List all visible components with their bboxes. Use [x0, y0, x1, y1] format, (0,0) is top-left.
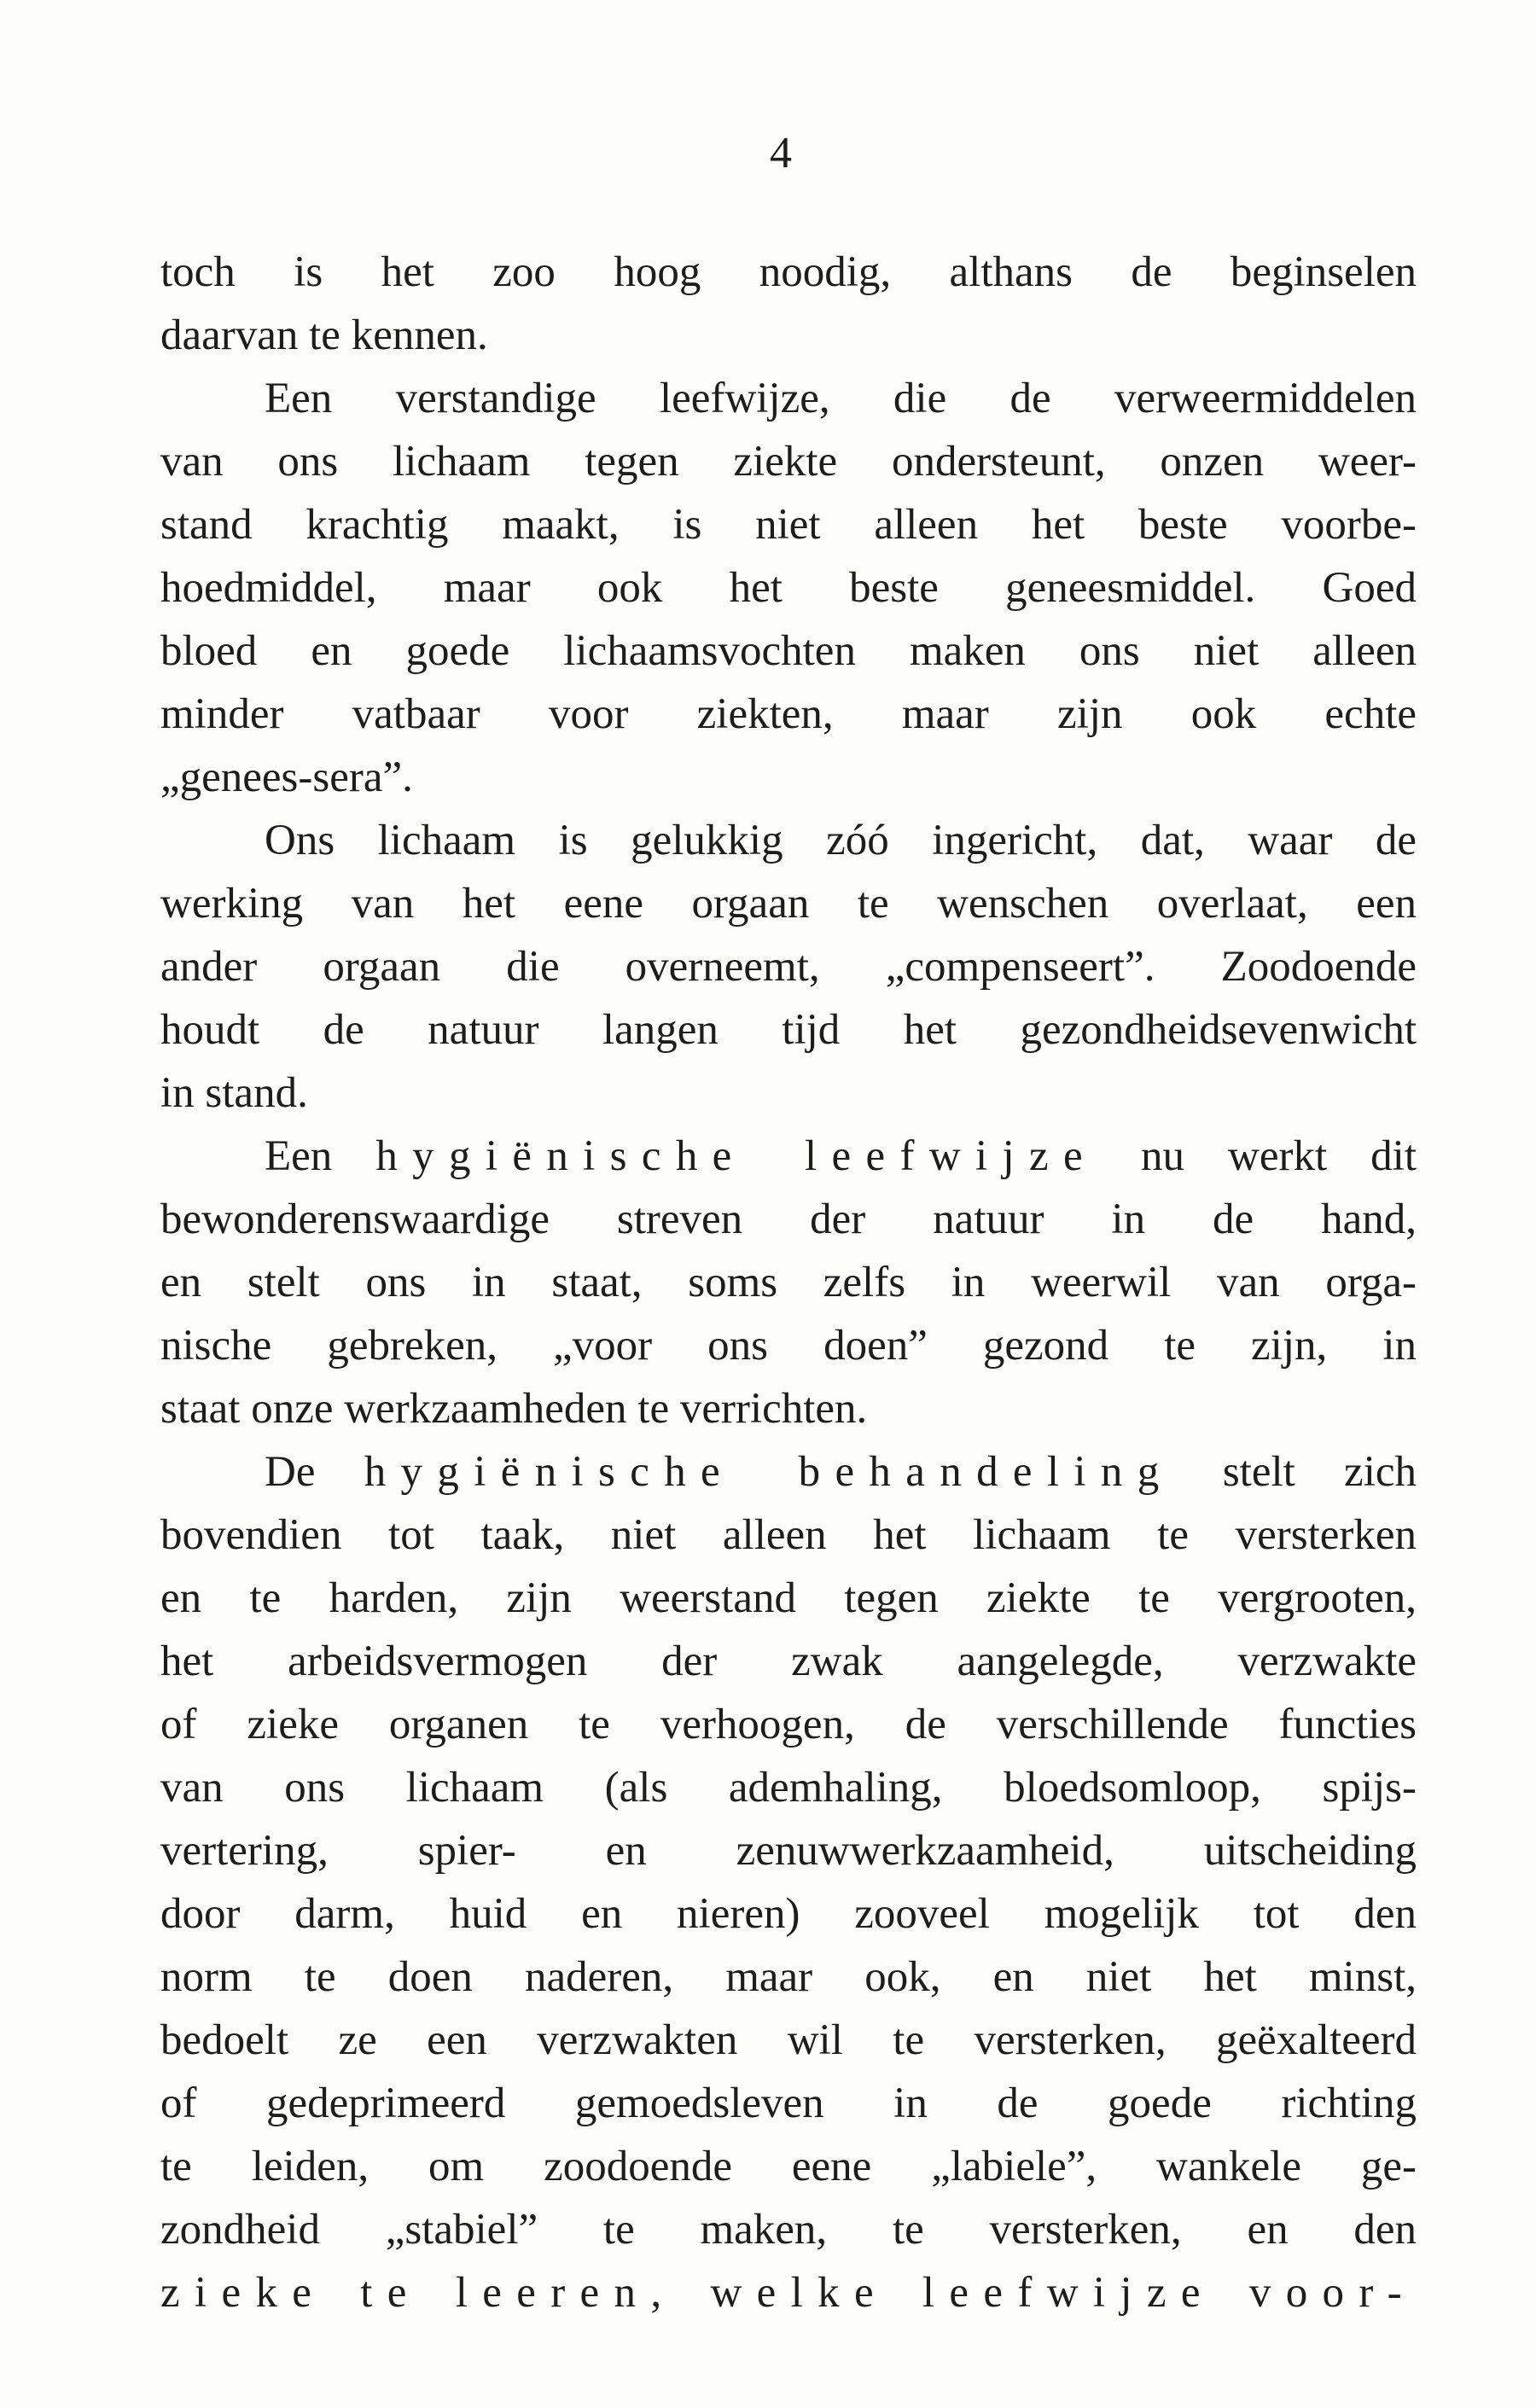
- text-line: van ons lichaam tegen ziekte ondersteunt, onzen weer-: [160, 438, 1417, 486]
- text-line: hoedmiddel, maar ook het beste geneesmiddel. Goed: [160, 564, 1417, 612]
- text-line: het arbeidsvermogen der zwak aangelegde, verzwakte: [160, 1637, 1417, 1685]
- text-line: bewonderenswaardige streven der natuur in de hand,: [160, 1195, 1417, 1243]
- text-line: zondheid „stabiel” te maken, te versterken, en den: [160, 2206, 1417, 2254]
- text-line: houdt de natuur langen tijd het gezondheidsevenwicht: [160, 1006, 1417, 1054]
- text-line: staat onze werkzaamheden te verrichten.: [160, 1385, 868, 1433]
- text-line: nische gebreken, „voor ons doen” gezond te zijn, in: [160, 1322, 1417, 1370]
- text-line: Een hygiënische leefwijze nu werkt dit: [265, 1132, 1417, 1180]
- text-line: en te harden, zijn weerstand tegen ziekte te vergrooten,: [160, 1574, 1417, 1622]
- body-text: [160, 241, 1417, 2324]
- text-line: te leiden, om zoodoende eene „labiele”, wankele ge-: [160, 2143, 1417, 2190]
- text-line: [160, 2261, 1417, 2324]
- text-line: Een verstandige leefwijze, die de verweermiddelen: [265, 375, 1417, 422]
- text-line: bedoelt ze een verzwakten wil te versterken, geëxalteerd: [160, 2016, 1417, 2064]
- text-line: of zieke organen te verhoogen, de verschillende functies: [160, 1701, 1417, 1748]
- text-line: in stand.: [160, 1069, 308, 1117]
- spaced-emphasis: hygiënische behandeling: [364, 1448, 1174, 1496]
- page-number: 4: [770, 129, 792, 177]
- text-line: Ons lichaam is gelukkig zóó ingericht, dat, waar de: [265, 817, 1417, 864]
- text-line: van ons lichaam (als ademhaling, bloedsomloop, spijs-: [160, 1764, 1417, 1812]
- text-line: bloed en goede lichaamsvochten maken ons niet alleen: [160, 627, 1417, 675]
- spaced-emphasis: zieke te leeren, welke leefwijze voor-: [160, 2269, 1417, 2317]
- text-line: werking van het eene orgaan te wenschen overlaat, een: [160, 880, 1417, 928]
- text-line: bovendien tot taak, niet alleen het lichaam te versterken: [160, 1511, 1417, 1559]
- text-line: door darm, huid en nieren) zooveel mogelijk tot den: [160, 1890, 1417, 1938]
- text-line: vertering, spier- en zenuwwerkzaamheid, uitscheiding: [160, 1827, 1417, 1875]
- text-line: De hygiënische behandeling stelt zich: [265, 1448, 1417, 1496]
- text-line: of gedeprimeerd gemoedsleven in de goede richting: [160, 2079, 1417, 2127]
- text-line: „genees-sera”.: [160, 753, 413, 801]
- text-line: en stelt ons in staat, soms zelfs in weerwil van orga-: [160, 1259, 1417, 1306]
- text-line: norm te doen naderen, maar ook, en niet het minst,: [160, 1953, 1417, 2001]
- text-line: stand krachtig maakt, is niet alleen het beste voorbe-: [160, 501, 1417, 549]
- text-line: daarvan te kennen.: [160, 311, 488, 359]
- text-line: minder vatbaar voor ziekten, maar zijn ook echte: [160, 690, 1417, 738]
- text-line: toch is het zoo hoog noodig, althans de beginselen: [160, 248, 1417, 296]
- spaced-emphasis: hygiënische leefwijze: [375, 1132, 1097, 1180]
- text-line: ander orgaan die overneemt, „compenseert”. Zoodoende: [160, 943, 1417, 991]
